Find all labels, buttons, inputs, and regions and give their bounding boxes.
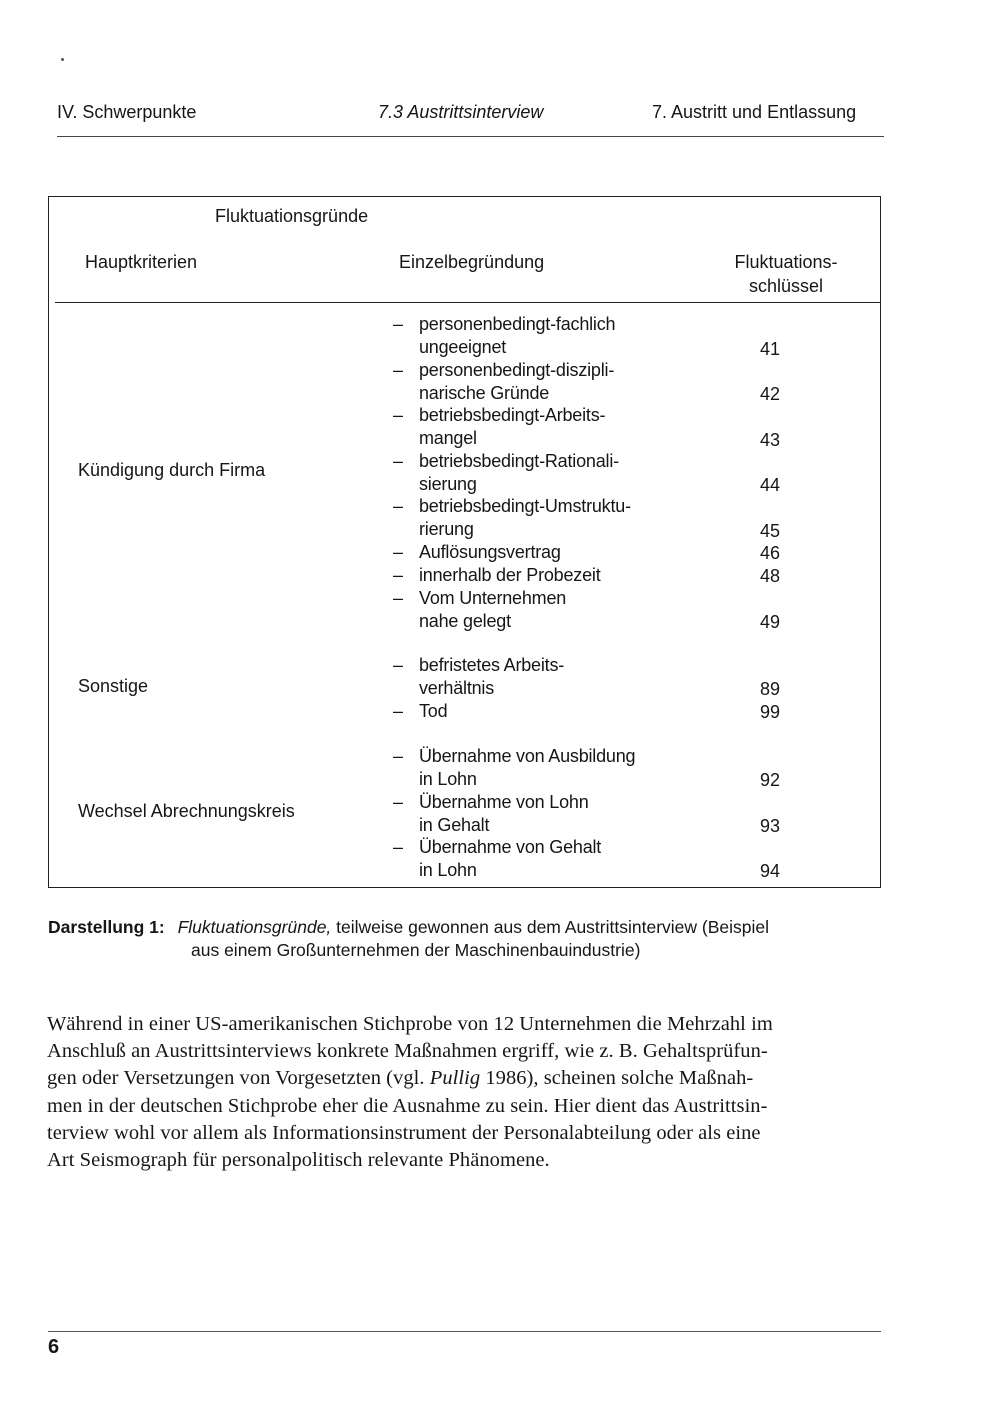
body-line	[47, 1064, 887, 1092]
table-header-rule	[55, 302, 881, 303]
list-dash: –	[393, 701, 404, 721]
reason-line: betriebsbedingt-Arbeits-	[419, 405, 606, 425]
criterion-dismissal: Kündigung durch Firma	[78, 460, 266, 480]
reason-line: Auflösungsvertrag	[419, 542, 561, 562]
fluctuation-code: 48	[759, 566, 781, 586]
figure-caption	[48, 916, 888, 960]
reason-line: verhältnis	[419, 678, 495, 698]
list-dash: –	[393, 405, 404, 425]
reason-line: Übernahme von Ausbildung	[419, 746, 636, 766]
running-header-chapter: 7. Austritt und Entlassung	[652, 102, 857, 122]
reason-line: personenbedingt-diszipli-	[419, 360, 615, 380]
fluctuation-code: 41	[759, 339, 781, 359]
list-dash: –	[393, 542, 404, 562]
header-rule	[57, 136, 884, 137]
body-line: Art Seismograph für personalpolitisch relevante Phänomene.	[47, 1149, 550, 1171]
body-line: terview wohl vor allem als Informationsinstrument der Personalabteilung oder als eine	[47, 1122, 761, 1144]
list-dash: –	[393, 588, 404, 608]
reason-line: in Gehalt	[419, 815, 490, 835]
reason-line: Übernahme von Lohn	[419, 792, 589, 812]
reason-line: in Lohn	[419, 769, 477, 789]
running-header-part: IV. Schwerpunkte	[57, 102, 197, 122]
list-dash: –	[393, 451, 404, 471]
list-dash: –	[393, 496, 404, 516]
reason-line: betriebsbedingt-Umstruktu-	[419, 496, 631, 516]
list-dash: –	[393, 565, 404, 585]
fluctuation-code: 99	[759, 702, 781, 722]
fluctuation-code: 42	[759, 384, 781, 404]
body-line: men in der deutschen Stichprobe eher die Ausnahme zu sein. Hier dient das Austrittsin-	[47, 1095, 768, 1117]
fluctuation-code: 89	[759, 679, 781, 699]
reason-line: personenbedingt-fachlich	[419, 314, 616, 334]
reason-line: in Lohn	[419, 860, 477, 880]
list-dash: –	[393, 314, 404, 334]
table-title: Fluktuationsgründe	[215, 206, 369, 226]
list-dash: –	[393, 837, 404, 857]
fluctuation-code: 46	[759, 543, 781, 563]
reason-line: narische Gründe	[419, 383, 550, 403]
fluctuation-code: 93	[759, 816, 781, 836]
list-dash: –	[393, 360, 404, 380]
reason-line: innerhalb der Probezeit	[419, 565, 601, 585]
list-dash: –	[393, 746, 404, 766]
caption-term: Fluktuationsgründe,	[177, 917, 332, 937]
reason-line: nahe gelegt	[419, 611, 511, 631]
body-line: Anschluß an Austrittsinterviews konkrete Maßnahmen ergriff, wie z. B. Gehaltsprüfun-	[47, 1040, 768, 1062]
fluctuation-code: 43	[759, 430, 781, 450]
scan-speck	[61, 58, 64, 61]
reason-line: Übernahme von Gehalt	[419, 837, 602, 857]
list-dash: –	[393, 792, 404, 812]
column-header-reason: Einzelbegründung	[399, 252, 545, 272]
fluctuation-code: 49	[759, 612, 781, 632]
column-header-key-line1: Fluktuations-	[734, 252, 838, 272]
fluctuation-code: 44	[759, 475, 781, 495]
reason-line: befristetes Arbeits-	[419, 655, 565, 675]
reason-line: betriebsbedingt-Rationali-	[419, 451, 619, 471]
reason-line: Vom Unternehmen	[419, 588, 567, 608]
page-number: 6	[48, 1336, 60, 1358]
caption-label: Darstellung 1:	[48, 917, 165, 937]
fluctuation-code: 45	[759, 521, 781, 541]
body-line: Während in einer US-amerikanischen Stichprobe von 12 Unternehmen die Mehrzahl im	[47, 1013, 773, 1035]
footer-rule	[48, 1331, 881, 1332]
body-text: 1986), scheinen solche Maßnah-	[480, 1067, 754, 1089]
fluctuation-code: 92	[759, 770, 781, 790]
column-header-key-line2: schlüssel	[748, 276, 824, 296]
column-header-key	[715, 250, 857, 298]
criterion-payroll-change: Wechsel Abrechnungskreis	[78, 801, 295, 821]
list-dash: –	[393, 655, 404, 675]
cited-author: Pullig	[429, 1067, 481, 1089]
body-text: gen oder Versetzungen von Vorgesetzten (vgl.	[47, 1067, 430, 1089]
criterion-other: Sonstige	[78, 676, 149, 696]
reason-line: Tod	[419, 701, 448, 721]
reason-line: mangel	[419, 428, 477, 448]
reason-line: sierung	[419, 474, 477, 494]
running-header-section: 7.3 Austrittsinterview	[378, 102, 544, 122]
reason-line: ungeeignet	[419, 337, 507, 357]
column-header-criteria: Hauptkriterien	[85, 252, 198, 272]
reason-line: rierung	[419, 519, 474, 539]
caption-text: teilweise gewonnen aus dem Austrittsinterview (Beispiel	[331, 917, 770, 937]
caption-text-line2: aus einem Großunternehmen der Maschinenbauindustrie)	[191, 940, 641, 960]
fluctuation-code: 94	[759, 861, 781, 881]
